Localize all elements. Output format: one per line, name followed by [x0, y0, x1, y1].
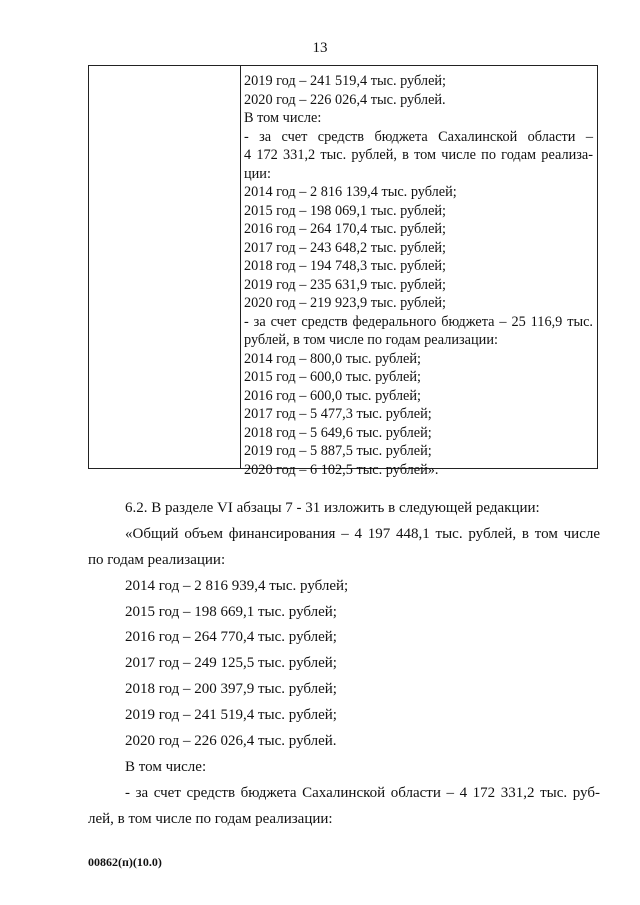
- table-column-divider: [240, 66, 241, 468]
- table-line: В том числе:: [244, 110, 322, 126]
- table-line: ции:: [244, 165, 271, 182]
- table-line: 2017 год – 5 477,3 тыс. рублей;: [244, 406, 432, 422]
- page-number: 13: [312, 40, 328, 56]
- table-line: рублей, в том числе по годам реализации:: [244, 332, 498, 348]
- funding-table: [88, 65, 598, 478]
- table-line: 2018 год – 5 649,6 тыс. рублей;: [244, 424, 432, 441]
- body-line: «Общий объем финансирования – 4 197 448,1 тыс. рублей, в том числе: [125, 525, 600, 542]
- section-heading: 6.2. В разделе VI абзацы 7 - 31 изложить в следующей редакции:: [125, 500, 540, 516]
- body-line: по годам реализации:: [88, 551, 226, 568]
- body-line: 2014 год – 2 816 939,4 тыс. рублей;: [125, 577, 349, 594]
- body-text: [88, 496, 600, 833]
- table-line: 2018 год – 194 748,3 тыс. рублей;: [244, 258, 447, 274]
- table-line: 2015 год – 600,0 тыс. рублей;: [244, 369, 422, 385]
- table-line: 2020 год – 226 026,4 тыс. рублей.: [244, 91, 446, 108]
- body-line: 2017 год – 249 125,5 тыс. рублей;: [125, 655, 337, 672]
- table-line: 2020 год – 219 923,9 тыс. рублей;: [244, 295, 447, 311]
- table-line: 2019 год – 5 887,5 тыс. рублей;: [244, 443, 432, 459]
- table-line: 2016 год – 264 170,4 тыс. рублей;: [244, 221, 447, 237]
- table-line: 2019 год – 241 519,4 тыс. рублей;: [244, 73, 447, 89]
- body-line: В том числе:: [125, 758, 207, 775]
- table-line: 2017 год – 243 648,2 тыс. рублей;: [244, 239, 447, 256]
- body-line: 2020 год – 226 026,4 тыс. рублей.: [125, 733, 337, 750]
- table-line: 2019 год – 235 631,9 тыс. рублей;: [244, 276, 447, 293]
- body-line: - за счет средств бюджета Сахалинской области – 4 172 331,2 тыс. руб-: [125, 784, 600, 801]
- table-line: 2014 год – 800,0 тыс. рублей;: [244, 350, 422, 367]
- body-line: 2018 год – 200 397,9 тыс. рублей;: [125, 681, 337, 698]
- table-line: 2015 год – 198 069,1 тыс. рублей;: [244, 202, 447, 219]
- body-line: лей, в том числе по годам реализации:: [88, 810, 333, 827]
- document-code: 00862(п)(10.0): [88, 855, 162, 869]
- table-line: 4 172 331,2 тыс. рублей, в том числе по годам реализа-: [244, 147, 593, 163]
- table-cell-text: [244, 72, 593, 479]
- table-line: - за счет средств федерального бюджета – 25 116,9 тыс.: [244, 313, 593, 330]
- body-line: 2019 год – 241 519,4 тыс. рублей;: [125, 707, 337, 724]
- table-line: 2020 год – 6 102,5 тыс. рублей».: [244, 461, 439, 478]
- table-line: 2014 год – 2 816 139,4 тыс. рублей;: [244, 184, 457, 200]
- body-line: 2015 год – 198 669,1 тыс. рублей;: [125, 603, 337, 620]
- body-line: 2016 год – 264 770,4 тыс. рублей;: [125, 629, 337, 646]
- table-line: - за счет средств бюджета Сахалинской области –: [244, 128, 593, 145]
- table-line: 2016 год – 600,0 тыс. рублей;: [244, 387, 422, 404]
